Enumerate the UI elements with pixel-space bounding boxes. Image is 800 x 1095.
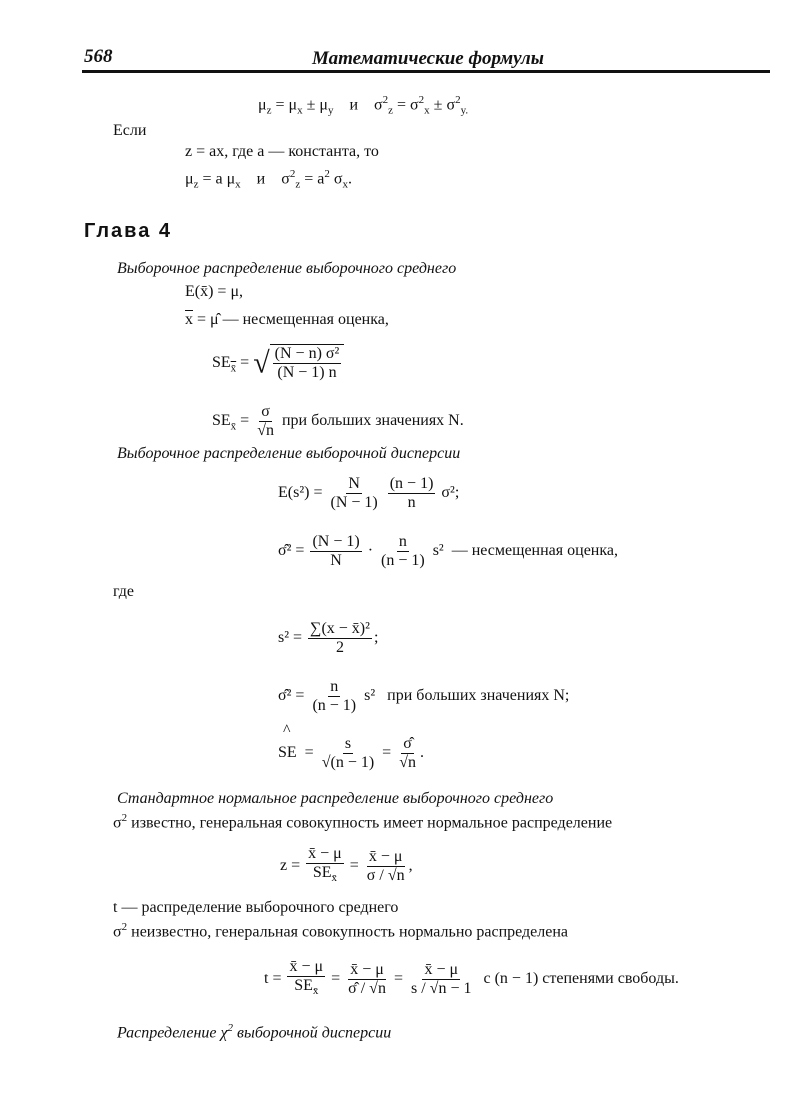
t-formula: t = $\frac{x̄ - \mu}{SE_{x̄}}$ = $\frac{x̄ - \mu}{\sigmâ / √n}$ = $\frac{x̄ - \mu}{s / √n - 1}$ c (n − 1) степенями свободы. [264,958,679,998]
section-heading-chi: Распределение $\chi^2$ выборочной дисперсии [117,1022,392,1042]
sum-formula: $\mu_z = \mu_x \pm \mu_y$ и $\sigma^2_z = \sigma^2_x \pm \sigma^2_{y.}$ [258,94,469,117]
section-heading-variance: Выборочное распределение выборочной дисперсии [117,445,461,462]
s2-definition: s² = $\frac{\text{∑(x − x̄)²}}{2}$ ; [278,620,379,656]
unbiased-estimate: $\overline{x}$ = μ̂ — несмещенная оценка, [185,311,389,328]
line-mu: $\mu_z = a$ $\mu_x$ и $\sigma^2_z = a^2$ $\sigma_x$. [185,168,352,191]
se-large: $SE_{x̄}$ = $\frac{\sigma}{√n}$ при больших значениях N. [212,403,464,439]
es2-formula: E(s²) = $\frac{N}{(N - 1)}$ $\frac{(n - 1)}{n}$ σ²; [278,475,460,511]
sigma-unknown-line: $\sigma^2$ неизвестно, генеральная совокупность нормально распределена [113,921,569,941]
section-heading-mean: Выборочное распределение выборочного среднего [117,260,457,277]
sigma-known-line: $\sigma^2$ известно, генеральная совокупность имеет нормальное распределение [113,812,613,832]
line-z: z = ax, где a — константа, то [185,143,379,160]
if-word: Если [113,122,147,139]
t-distribution-line: t — распределение выборочного среднего [113,899,399,916]
se-hat-formula: SE = $\frac{s}{√(n - 1)}$ = $\frac{\sigmâ}{√n}$ . [278,735,424,771]
running-title: Математические формулы [312,48,544,69]
header-rule [82,70,770,73]
z-formula: z = $\frac{x̄ - \mu}{SE_{x̄}}$ = $\frac{x̄ - \mu}{\sigma / √n}$ , [280,845,413,885]
section-heading-normal: Стандартное нормальное распределение выборочного среднего [117,790,554,807]
sigma-hat-large: σ̂² = $\frac{n}{(n - 1)}$ s² при больших значениях N; [278,678,570,714]
chapter-title: Глава 4 [84,220,173,242]
page-number: 568 [84,46,113,67]
se-hat-caret: ^ [283,722,291,739]
expectation-xbar: E(x̄) = μ, [185,283,244,300]
where-word: где [113,583,135,600]
se-finite: $SE_{x̄}$ = √ $\frac{\text{(N − n) σ²}}{(N - 1) n}$ [212,344,344,382]
sigma-hat-formula: σ̂² = $\frac{(N - 1)}{N}$ · $\frac{n}{(n - 1)}$ s² — несмещенная оценка, [278,533,618,569]
